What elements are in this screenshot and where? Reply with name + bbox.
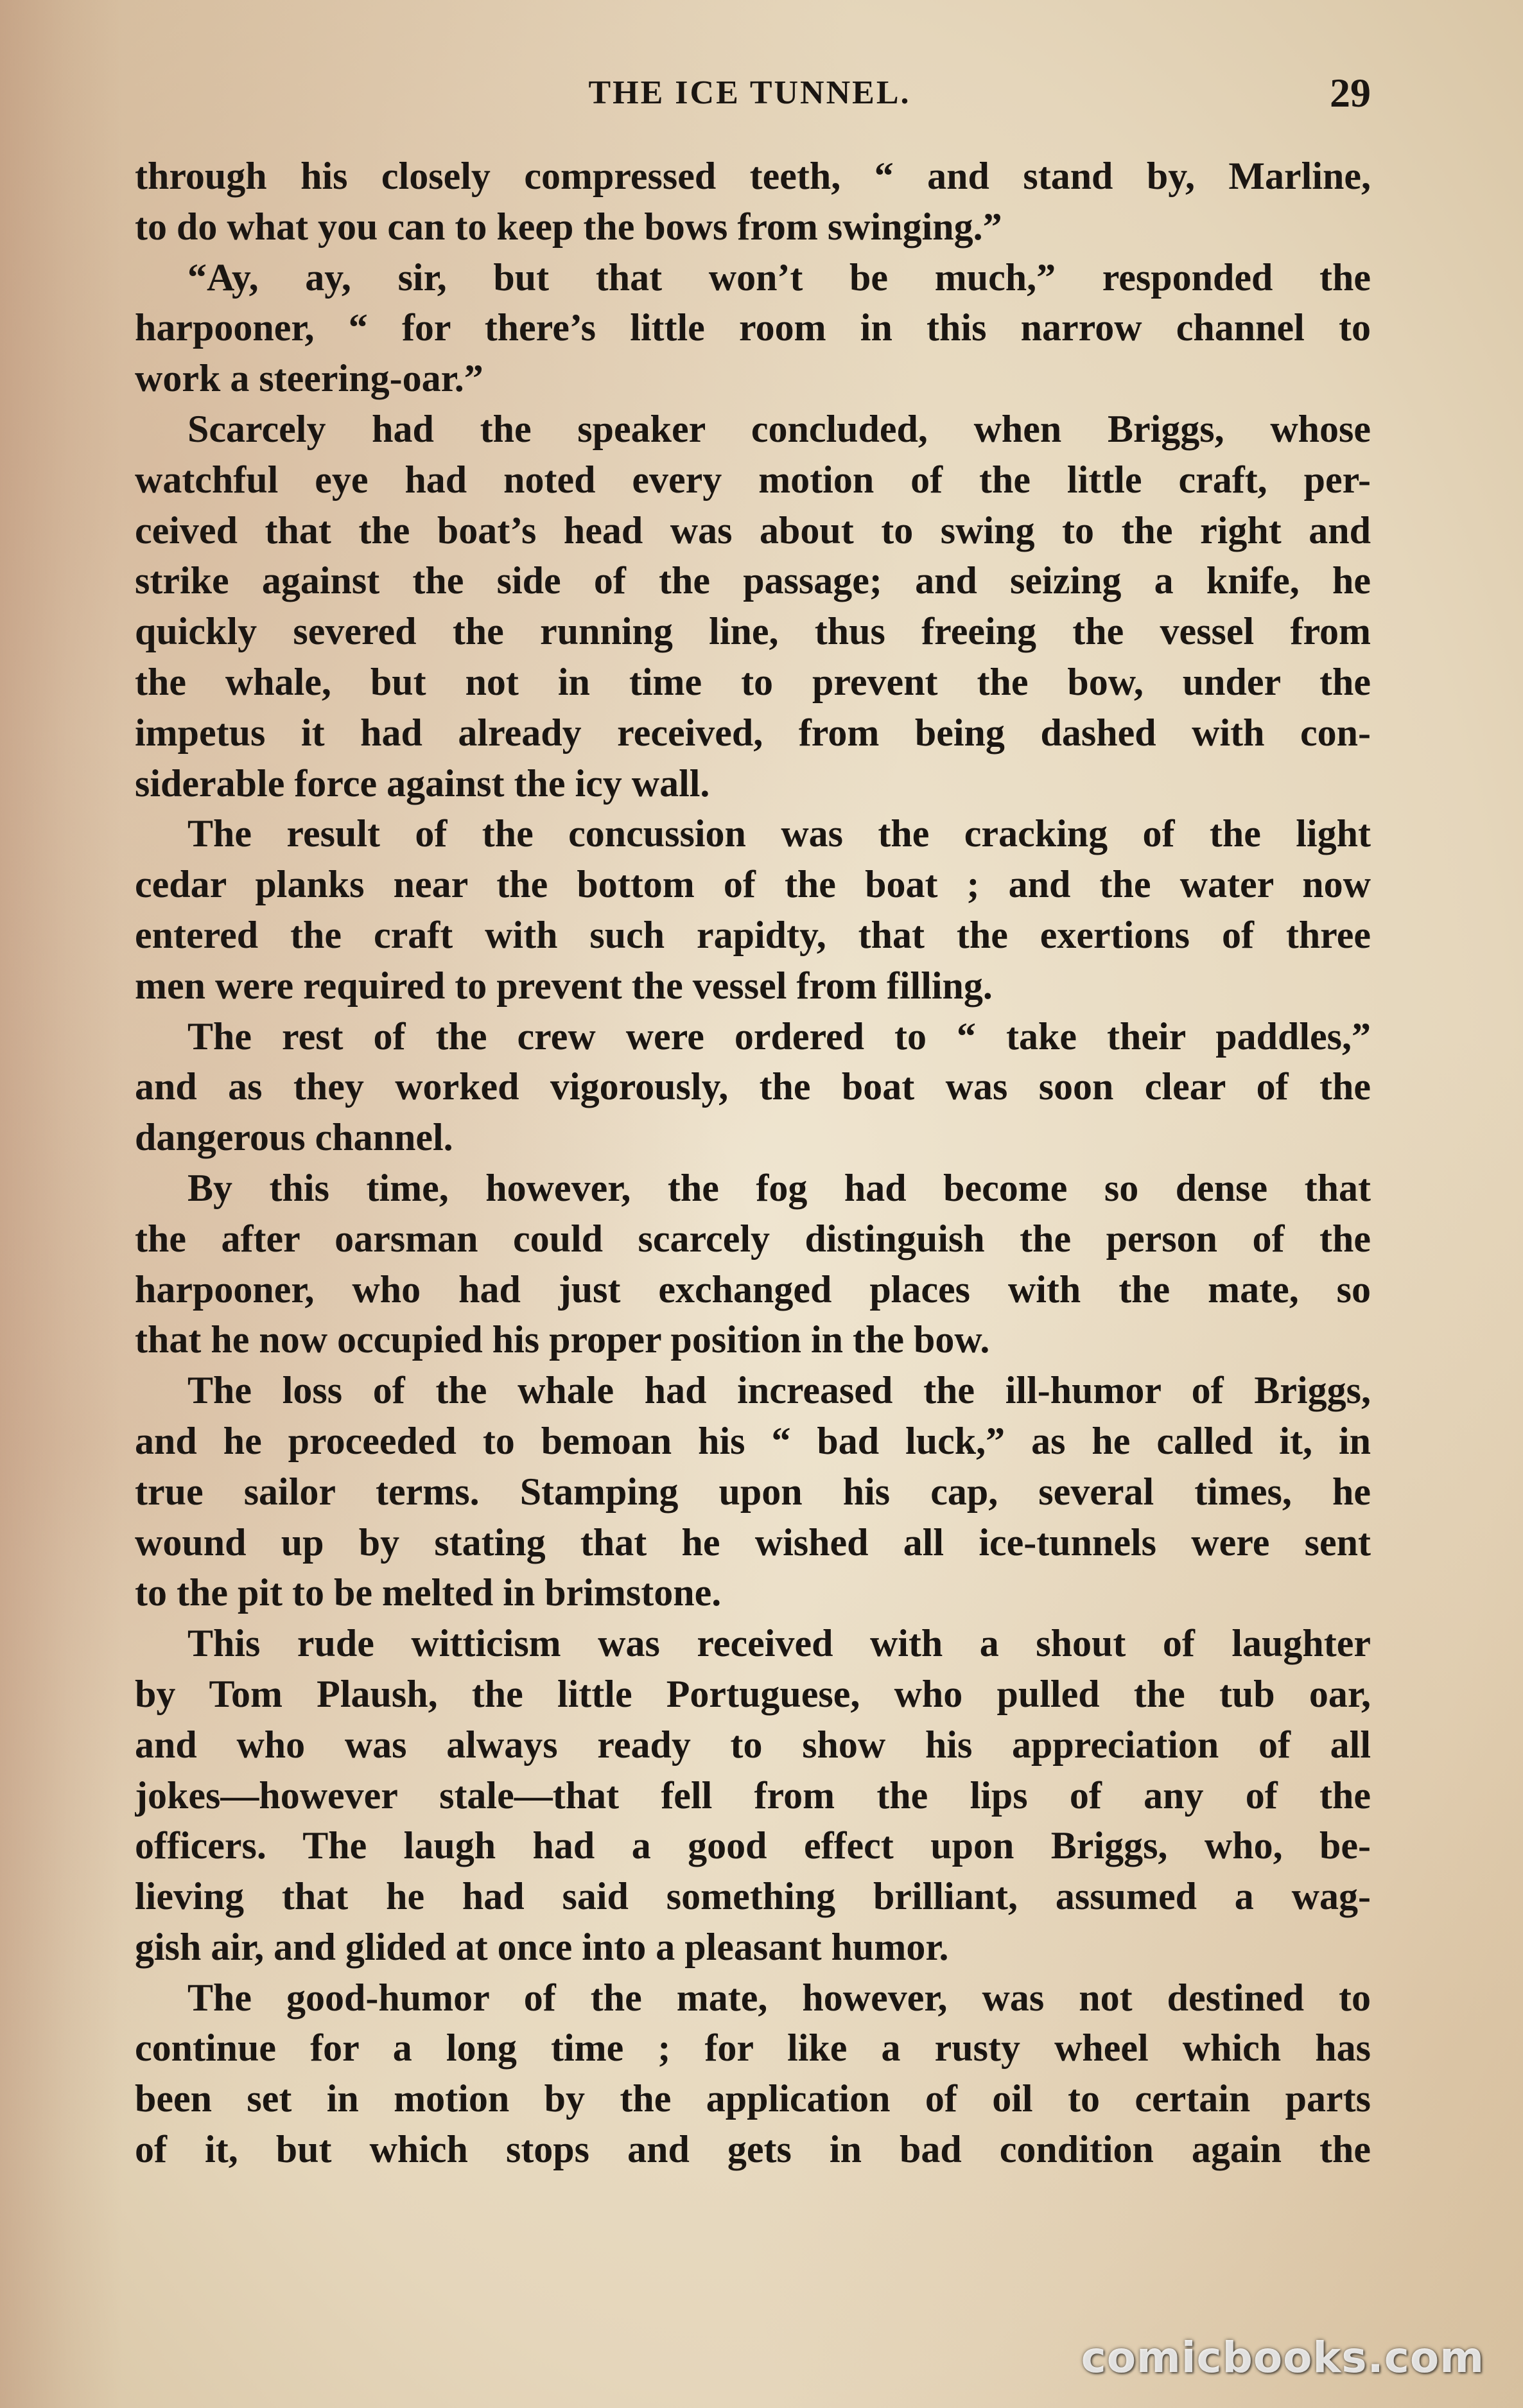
text-line: work a steering-oar.” (135, 357, 483, 400)
text-line: ceived that the boat’s head was about to swing to the right and (135, 509, 1371, 552)
running-head (128, 64, 1371, 122)
text-line: gish air, and glided at once into a pleasant humor. (135, 1925, 949, 1968)
text-line: watchful eye had noted every motion of the little craft, per- (135, 458, 1371, 501)
text-line: of it, but which stops and gets in bad condition again the (135, 2128, 1371, 2171)
page-edge-stain (0, 0, 122, 2408)
text-line: officers. The laugh had a good effect upon Briggs, who, be- (135, 1824, 1371, 1867)
text-line: cedar planks near the bottom of the boat ; and the water now (135, 863, 1371, 906)
text-line: the after oarsman could scarcely distinguish the person of the (135, 1217, 1371, 1260)
text-line: to the pit to be melted in brimstone. (135, 1571, 722, 1614)
text-line: The good-humor of the mate, however, was not destined to (187, 1976, 1371, 2019)
text-line: entered the craft with such rapidty, that the exertions of three (135, 913, 1371, 956)
body-text (135, 151, 1371, 2175)
text-line: harpooner, “ for there’s little room in this narrow channel to (135, 306, 1371, 349)
text-line: through his closely compressed teeth, “ and stand by, Marline, (135, 155, 1371, 197)
text-line: that he now occupied his proper position in the bow. (135, 1318, 990, 1361)
text-line: Scarcely had the speaker concluded, when Briggs, whose (187, 407, 1371, 450)
text-line: to do what you can to keep the bows from swinging.” (135, 205, 1002, 248)
text-line: the whale, but not in time to prevent the bow, under the (135, 660, 1371, 703)
text-line: impetus it had already received, from being dashed with con- (135, 711, 1371, 754)
text-line: by Tom Plaush, the little Portuguese, who pulled the tub oar, (135, 1672, 1371, 1715)
text-line: “Ay, ay, sir, but that won’t be much,” responded the (187, 256, 1371, 299)
text-line: The loss of the whale had increased the ill-humor of Briggs, (187, 1369, 1371, 1412)
text-line: The rest of the crew were ordered to “ take their paddles,” (187, 1015, 1371, 1058)
watermark: comicbooks.com (1081, 2333, 1484, 2382)
text-line: true sailor terms. Stamping upon his cap, several times, he (135, 1470, 1371, 1513)
text-line: strike against the side of the passage; and seizing a knife, he (135, 559, 1371, 602)
text-line: harpooner, who had just exchanged places with the mate, so (135, 1268, 1371, 1311)
text-line: quickly severed the running line, thus freeing the vessel from (135, 610, 1371, 653)
text-line: dangerous channel. (135, 1116, 453, 1159)
text-line: and he proceeded to bemoan his “ bad luck,” as he called it, in (135, 1419, 1371, 1462)
text-line: siderable force against the icy wall. (135, 762, 710, 805)
page-number: 29 (1330, 70, 1371, 116)
text-line: and as they worked vigorously, the boat was soon clear of the (135, 1065, 1371, 1108)
text-line: been set in motion by the application of oil to certain parts (135, 2077, 1371, 2120)
text-line: lieving that he had said something brilliant, assumed a wag- (135, 1875, 1371, 1918)
text-line: jokes—however stale—that fell from the lips of any of the (135, 1774, 1371, 1817)
text-line: This rude witticism was received with a shout of laughter (187, 1622, 1371, 1665)
text-line: wound up by stating that he wished all ice-tunnels were sent (135, 1521, 1371, 1564)
text-line: and who was always ready to show his appreciation of all (135, 1723, 1371, 1766)
text-line: continue for a long time ; for like a rusty wheel which has (135, 2027, 1371, 2070)
text-line: By this time, however, the fog had become so dense that (187, 1166, 1371, 1209)
text-line: men were required to prevent the vessel from filling. (135, 964, 993, 1007)
chapter-title: THE ICE TUNNEL. (588, 74, 911, 111)
text-line: The result of the concussion was the cracking of the light (187, 812, 1371, 855)
